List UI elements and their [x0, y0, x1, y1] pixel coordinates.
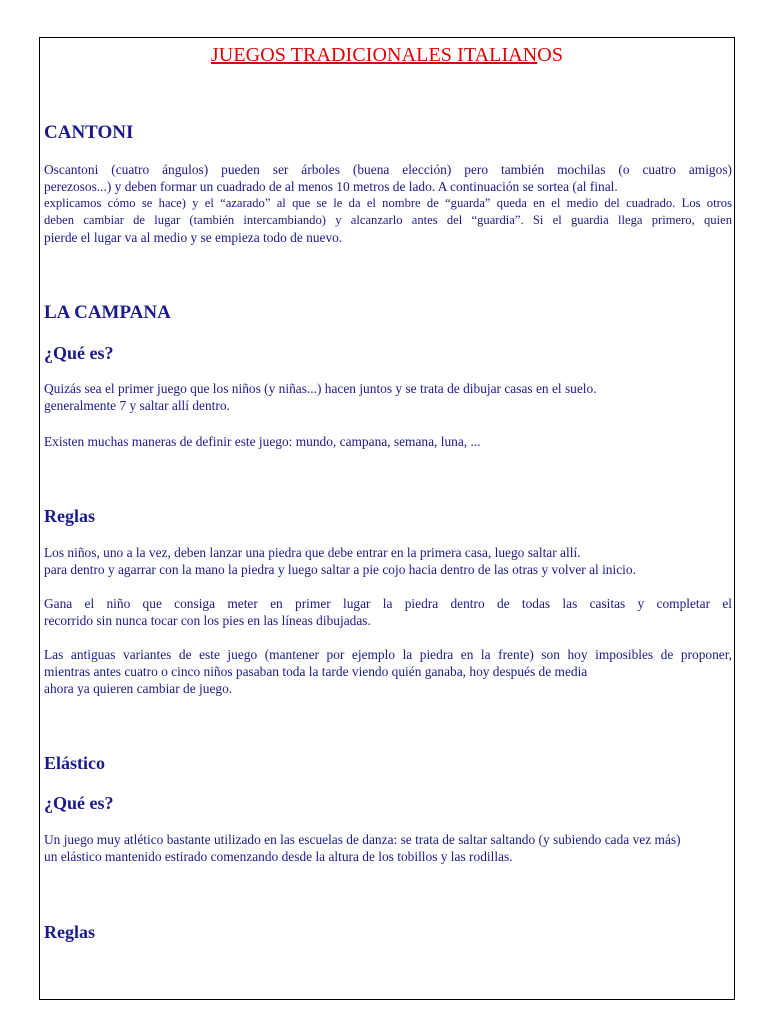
paragraph-line: recorrido sin nunca tocar con los pies en las líneas dibujadas. [44, 613, 371, 628]
cantoni-paragraph [44, 161, 732, 246]
paragraph-line: Las antiguas variantes de este juego (mantener por ejemplo la piedra en la frente) son hoy imposibles de proponer, [44, 647, 732, 662]
paragraph-line: Un juego muy atlético bastante utilizado en las escuelas de danza: se trata de saltar saltando (y subiendo cada vez más) [44, 832, 681, 847]
paragraph-line: deben cambiar de lugar (también intercambiando) y alcanzarlo antes del “guardia”. Si el guardia llega primero, quien [44, 213, 732, 227]
elastico-heading: Elástico [44, 753, 105, 773]
campana-names-paragraph [44, 433, 732, 450]
paragraph-line: mientras antes cuatro o cinco niños pasaban toda la tarde viendo quién ganaba, hoy después de media [44, 664, 588, 679]
campana-rules-paragraph-1 [44, 544, 732, 578]
title-underlined-part: JUEGOS TRADICIONALES ITALIAN [210, 44, 538, 66]
elastico-que-es-heading: ¿Qué es? [44, 793, 114, 813]
title-tail: OS [537, 44, 564, 66]
campana-description [44, 380, 732, 414]
campana-heading: LA CAMPANA [44, 302, 171, 323]
paragraph-line: explicamos cómo se hace) y el “azarado” al que se le da el nombre de “guarda” queda en el medio del cuadrado. Los otros [44, 196, 732, 210]
campana-rules-paragraph-2 [44, 595, 732, 629]
paragraph-line: Los niños, uno a la vez, deben lanzar una piedra que debe entrar en la primera casa, luego saltar allí. [44, 545, 581, 560]
elastico-reglas-heading: Reglas [44, 922, 95, 942]
paragraph-line: Oscantoni (cuatro ángulos) pueden ser árboles (buena elección) pero también mochilas (o cuatro amigos) [44, 162, 732, 177]
paragraph-line: pierde el lugar va al medio y se empieza todo de nuevo. [44, 230, 343, 245]
paragraph-line: ahora ya quieren cambiar de juego. [44, 681, 233, 696]
paragraph-line: para dentro y agarrar con la mano la piedra y luego saltar a pie cojo hacia dentro de las otras y volver al inicio. [44, 562, 636, 577]
paragraph-line: perezosos...) y deben formar un cuadrado de al menos 10 metros de lado. A continuación se sortea (al final. [44, 179, 618, 194]
campana-rules-paragraph-3 [44, 646, 732, 697]
cantoni-heading: CANTONI [44, 122, 134, 143]
paragraph-line: Existen muchas maneras de definir este juego: mundo, campana, semana, luna, ... [44, 434, 481, 449]
paragraph-line: Gana el niño que consiga meter en primer lugar la piedra dentro de todas las casitas y completar el [44, 596, 732, 611]
campana-que-es-heading: ¿Qué es? [44, 343, 114, 363]
campana-reglas-heading: Reglas [44, 506, 95, 526]
paragraph-line: un elástico mantenido estirado comenzando desde la altura de los tobillos y las rodillas. [44, 849, 513, 864]
document-title [40, 44, 734, 67]
paragraph-line: generalmente 7 y saltar allí dentro. [44, 398, 230, 413]
document-page [39, 37, 735, 1000]
paragraph-line: Quizás sea el primer juego que los niños (y niñas...) hacen juntos y se trata de dibujar casas en el suelo. [44, 381, 597, 396]
elastico-description [44, 831, 732, 865]
